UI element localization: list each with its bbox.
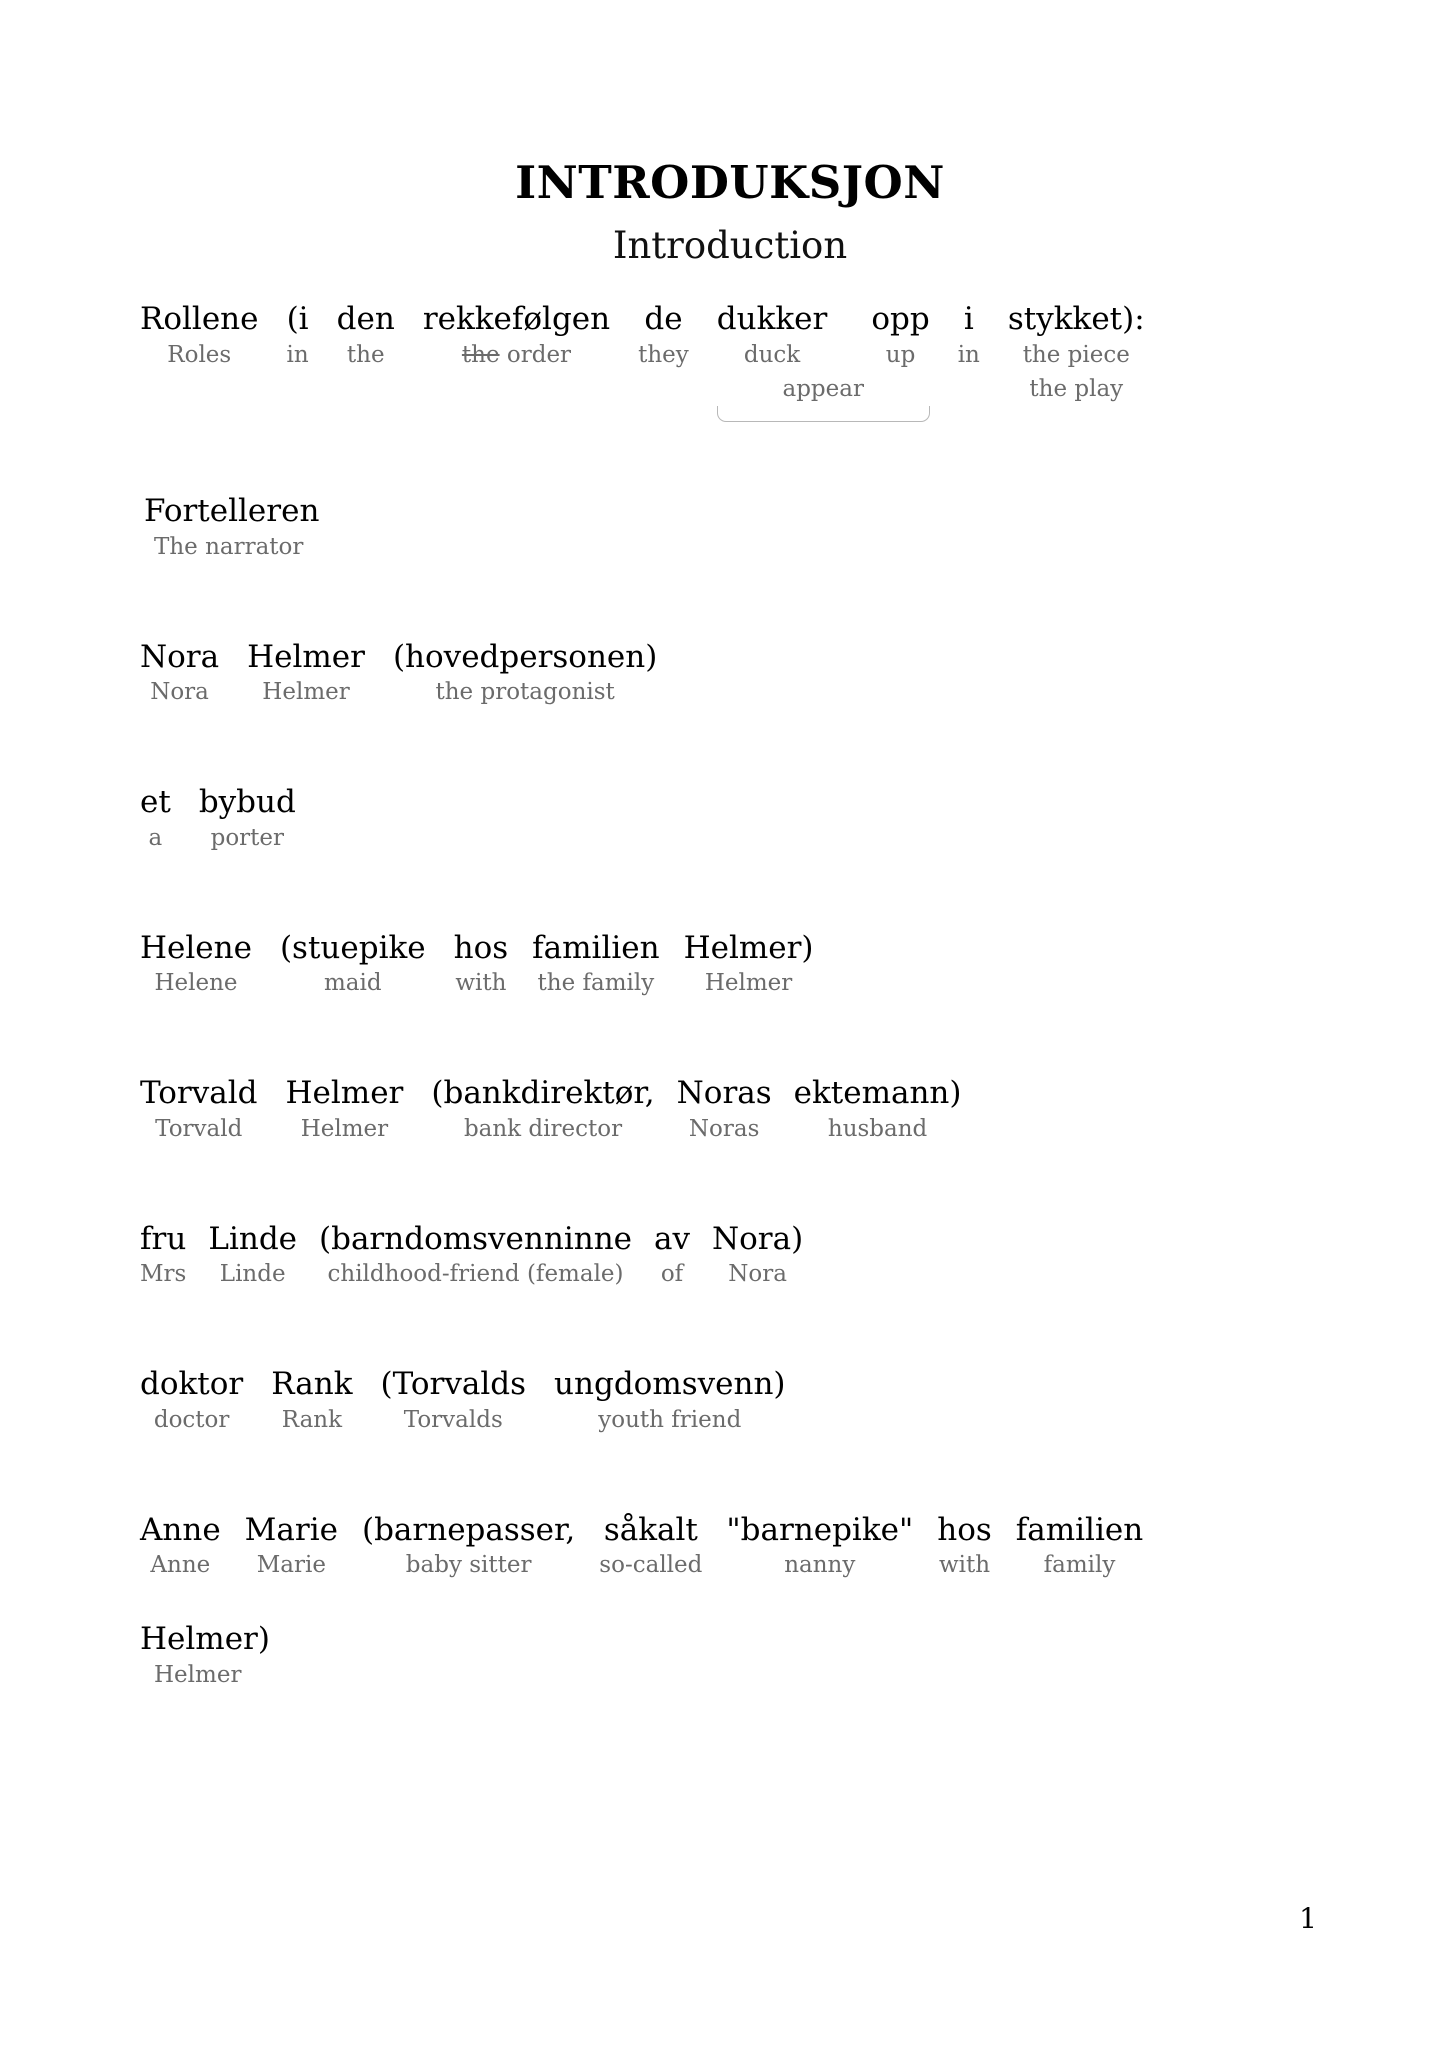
page-content [140,0,1320,1689]
gloss-pair [958,302,980,369]
gloss-pair [208,1222,297,1289]
gloss-pair [454,931,509,998]
gloss-pair [431,1076,654,1143]
source-word: i [963,301,974,337]
gloss-pair [638,302,689,369]
source-word: Noras [676,1075,772,1112]
gloss-word: Noras [688,1115,760,1142]
gloss-pair [287,302,309,369]
source-word: (Torvalds [380,1366,527,1403]
source-word: (bankdirektør, [431,1075,655,1112]
gloss-row [140,785,1320,852]
gloss-pair [712,1222,803,1289]
gloss-block-anne-marie-cont [140,1622,1320,1689]
gloss-word: Roles [167,341,232,368]
source-word: Marie [244,1511,338,1548]
gloss-word: Helmer [154,1661,242,1688]
gloss-pair [654,1222,690,1289]
gloss-block-anne-marie [140,1513,1320,1580]
gloss-pair [337,302,395,369]
source-word: "barnepike" [726,1511,914,1548]
gloss-row [140,640,1320,707]
gloss-pair [794,1076,962,1143]
gloss-pair [726,1513,913,1580]
gloss-row [140,1367,1320,1434]
gloss-block-doktor-rank [140,1367,1320,1434]
gloss-block-helene [140,931,1320,998]
gloss-pair [1008,302,1145,404]
source-word: familien [532,929,660,966]
gloss-word: up [885,341,916,368]
gloss-row [140,1513,1320,1580]
gloss-word: nanny [784,1552,856,1579]
source-word: fru [140,1220,187,1257]
source-word: hos [453,929,509,966]
source-word: doktor [140,1366,244,1403]
gloss-word: Torvald [155,1115,243,1142]
source-word: Helmer) [683,929,814,966]
source-word: dukker [716,301,828,337]
source-word: Helmer) [140,1620,270,1657]
gloss-pair [144,494,319,561]
gloss-word: Marie [256,1552,326,1579]
gloss-block-porter [140,785,1320,852]
gloss-pair [271,1367,352,1434]
gloss-pair [140,1222,186,1289]
gloss-pair [319,1222,632,1289]
gloss-word: the protagonist [435,679,615,706]
gloss-pair [140,785,171,852]
source-word: Nora [140,638,220,675]
source-word: Fortelleren [144,493,320,530]
gloss-word: Helene [154,970,238,997]
gloss-pair [245,1513,338,1580]
source-word: ektemann) [793,1075,962,1112]
gloss-pair [199,785,296,852]
gloss-word: husband [827,1115,928,1142]
gloss-block-narrator [140,494,1320,561]
gloss-pair [871,302,929,369]
struck-gloss-word: the [461,341,500,368]
gloss-word: Helmer [300,1115,389,1142]
gloss-word: Torvalds [403,1406,503,1433]
gloss-pair [286,1076,404,1143]
gloss-pair [280,931,426,998]
gloss-pair [684,931,814,998]
source-word: (i [286,301,309,337]
gloss-pair [599,1513,702,1580]
source-word: Linde [208,1220,298,1257]
source-word: opp [871,301,930,337]
gloss-pair [554,1367,785,1434]
gloss-word: order [506,341,572,368]
gloss-pair [140,1513,221,1580]
source-word: ungdomsvenn) [554,1366,786,1403]
gloss-pair [140,1076,258,1143]
gloss-word: with [938,1552,991,1579]
source-word: Rollene [140,301,259,337]
gloss-pair [1016,1513,1143,1580]
gloss-word: bank director [463,1115,623,1142]
gloss-word: Anne [150,1552,211,1579]
source-word: Rank [271,1366,353,1403]
gloss-row-inner [717,302,930,369]
source-word: av [654,1220,691,1257]
gloss-word: family [1043,1552,1116,1579]
source-word: rekkefølgen [422,301,611,337]
source-word: stykket): [1007,301,1145,337]
gloss-pair [140,1367,243,1434]
gloss-word: the family [537,970,655,997]
gloss-word: in [286,341,309,368]
gloss-word: baby sitter [405,1552,532,1579]
gloss-word: of [660,1261,684,1288]
alternative-gloss-word: appear [782,376,864,403]
gloss-word: childhood-friend (female) [327,1261,624,1288]
source-word: de [644,301,683,337]
gloss-pair [677,1076,772,1143]
gloss-word: doctor [153,1406,230,1433]
gloss-word: Nora [728,1261,787,1288]
alternative-gloss-word: the play [1029,376,1124,403]
gloss-word: with [455,970,507,997]
gloss-word: so-called [599,1552,703,1579]
gloss-word: Nora [150,679,209,706]
gloss-pair [140,931,252,998]
source-word: (barnepasser, [361,1511,576,1548]
gloss-pair [140,302,259,369]
gloss-pair-group-with-alternative [717,302,930,422]
gloss-row [140,1076,1320,1143]
source-word: Nora) [712,1220,804,1257]
gloss-row [140,302,1320,422]
page-subtitle: Introduction [612,224,848,267]
gloss-word: the piece [1022,341,1130,368]
gloss-block-roles-line [140,302,1320,422]
gloss-row [140,494,1320,561]
gloss-pair [532,931,659,998]
source-word: bybud [198,784,296,821]
gloss-pair [381,1367,527,1434]
source-word: Helene [140,929,252,966]
gloss-word: in [957,341,980,368]
gloss-row [140,1222,1320,1289]
source-word: Anne [140,1511,221,1548]
gloss-word: Rank [281,1406,343,1433]
gloss-block-torvald-helmer [140,1076,1320,1143]
gloss-word: youth friend [598,1406,742,1433]
gloss-word: Helmer [704,970,793,997]
gloss-word: Helmer [262,679,350,706]
gloss-pair [393,640,657,707]
gloss-row [140,1622,1320,1689]
gloss-pair [140,640,219,707]
gloss-pair [423,302,610,369]
gloss-word: The narrator [154,533,304,560]
source-word: familien [1015,1511,1144,1548]
gloss-word: Linde [219,1261,286,1288]
source-word: (barndomsvenninne [319,1220,633,1257]
source-word: Helmer [247,638,365,675]
gloss-row [140,931,1320,998]
gloss-word: they [638,341,689,368]
source-word: såkalt [603,1511,698,1548]
source-word: Helmer [285,1075,404,1112]
gloss-word: maid [323,970,382,997]
alternative-gloss-bracket [717,406,930,422]
gloss-block-fru-linde [140,1222,1320,1289]
page-number: 1 [1299,1902,1317,1935]
gloss-pair [937,1513,992,1580]
source-word: Torvald [140,1075,258,1112]
page-title: INTRODUKSJON [515,156,945,209]
source-word: hos [937,1511,992,1548]
source-word: et [140,784,171,821]
gloss-word: duck [743,341,801,368]
gloss-pair [362,1513,575,1580]
source-word: (stuepike [279,929,426,966]
gloss-word: porter [210,824,285,851]
gloss-pair [717,302,828,369]
gloss-word: Mrs [140,1261,187,1288]
gloss-word: the [346,341,385,368]
gloss-word: a [148,824,163,851]
gloss-word-compound [462,341,571,370]
gloss-block-nora-helmer [140,640,1320,707]
gloss-pair [247,640,365,707]
gloss-pair [140,1622,270,1689]
source-word: (hovedpersonen) [392,638,658,675]
source-word: den [336,301,395,337]
